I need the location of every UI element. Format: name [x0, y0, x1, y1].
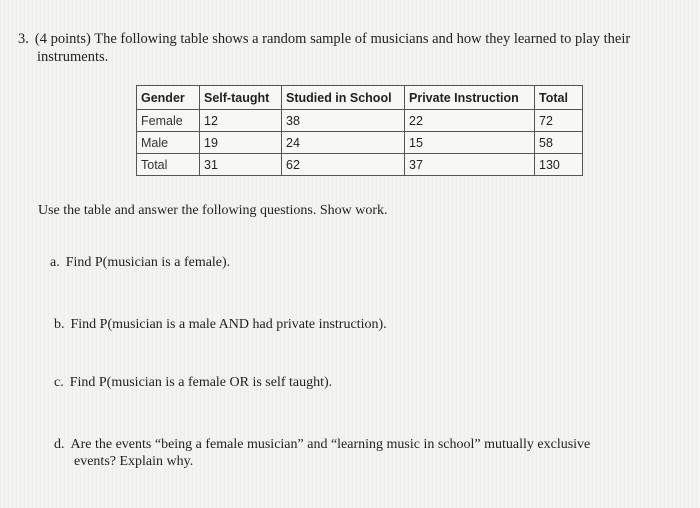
table-cell: 130 — [535, 154, 583, 176]
part-c — [54, 374, 332, 391]
part-b-label: b. — [54, 317, 65, 332]
part-a-text: Find P(musician is a female). — [65, 255, 231, 270]
part-c-label: c. — [54, 375, 64, 390]
row-label-male: Male — [137, 132, 200, 154]
instructions: Use the table and answer the following questions. Show work. — [38, 203, 388, 218]
part-d-label: d. — [54, 437, 65, 452]
musicians-table — [136, 85, 583, 176]
header-gender: Gender — [137, 86, 200, 110]
table-cell: 62 — [282, 154, 405, 176]
question-header — [18, 30, 694, 66]
table-cell: 37 — [405, 154, 535, 176]
table-cell: 58 — [535, 132, 583, 154]
table-row — [137, 154, 583, 176]
header-private-instruction: Private Instruction — [405, 86, 535, 110]
row-label-female: Female — [137, 110, 200, 132]
part-d-text-line1: Are the events “being a female musician” and “learning music in school” mutually exclusive — [70, 437, 591, 452]
table-row — [137, 110, 583, 132]
header-total: Total — [535, 86, 583, 110]
part-d — [54, 436, 690, 470]
part-b — [54, 316, 387, 333]
part-b-text: Find P(musician is a male AND had private instruction). — [70, 317, 387, 332]
table-cell: 15 — [405, 132, 535, 154]
table-cell: 19 — [200, 132, 282, 154]
row-label-total: Total — [137, 154, 200, 176]
table-cell: 22 — [405, 110, 535, 132]
table-cell: 12 — [200, 110, 282, 132]
part-a-label: a. — [50, 255, 60, 270]
table-row — [137, 132, 583, 154]
header-self-taught: Self-taught — [200, 86, 282, 110]
part-a — [50, 254, 230, 271]
question-text-line2: instruments. — [37, 49, 109, 65]
part-d-text-line2: events? Explain why. — [74, 454, 194, 469]
question-number: 3. — [18, 31, 29, 47]
part-c-text: Find P(musician is a female OR is self taught). — [69, 375, 333, 390]
table-cell: 38 — [282, 110, 405, 132]
table-cell: 31 — [200, 154, 282, 176]
header-studied-in-school: Studied in School — [282, 86, 405, 110]
table-header-row — [137, 86, 583, 110]
table-cell: 72 — [535, 110, 583, 132]
table-cell: 24 — [282, 132, 405, 154]
question-text-line1: (4 points) The following table shows a random sample of musicians and how they learned to play their — [34, 31, 631, 47]
